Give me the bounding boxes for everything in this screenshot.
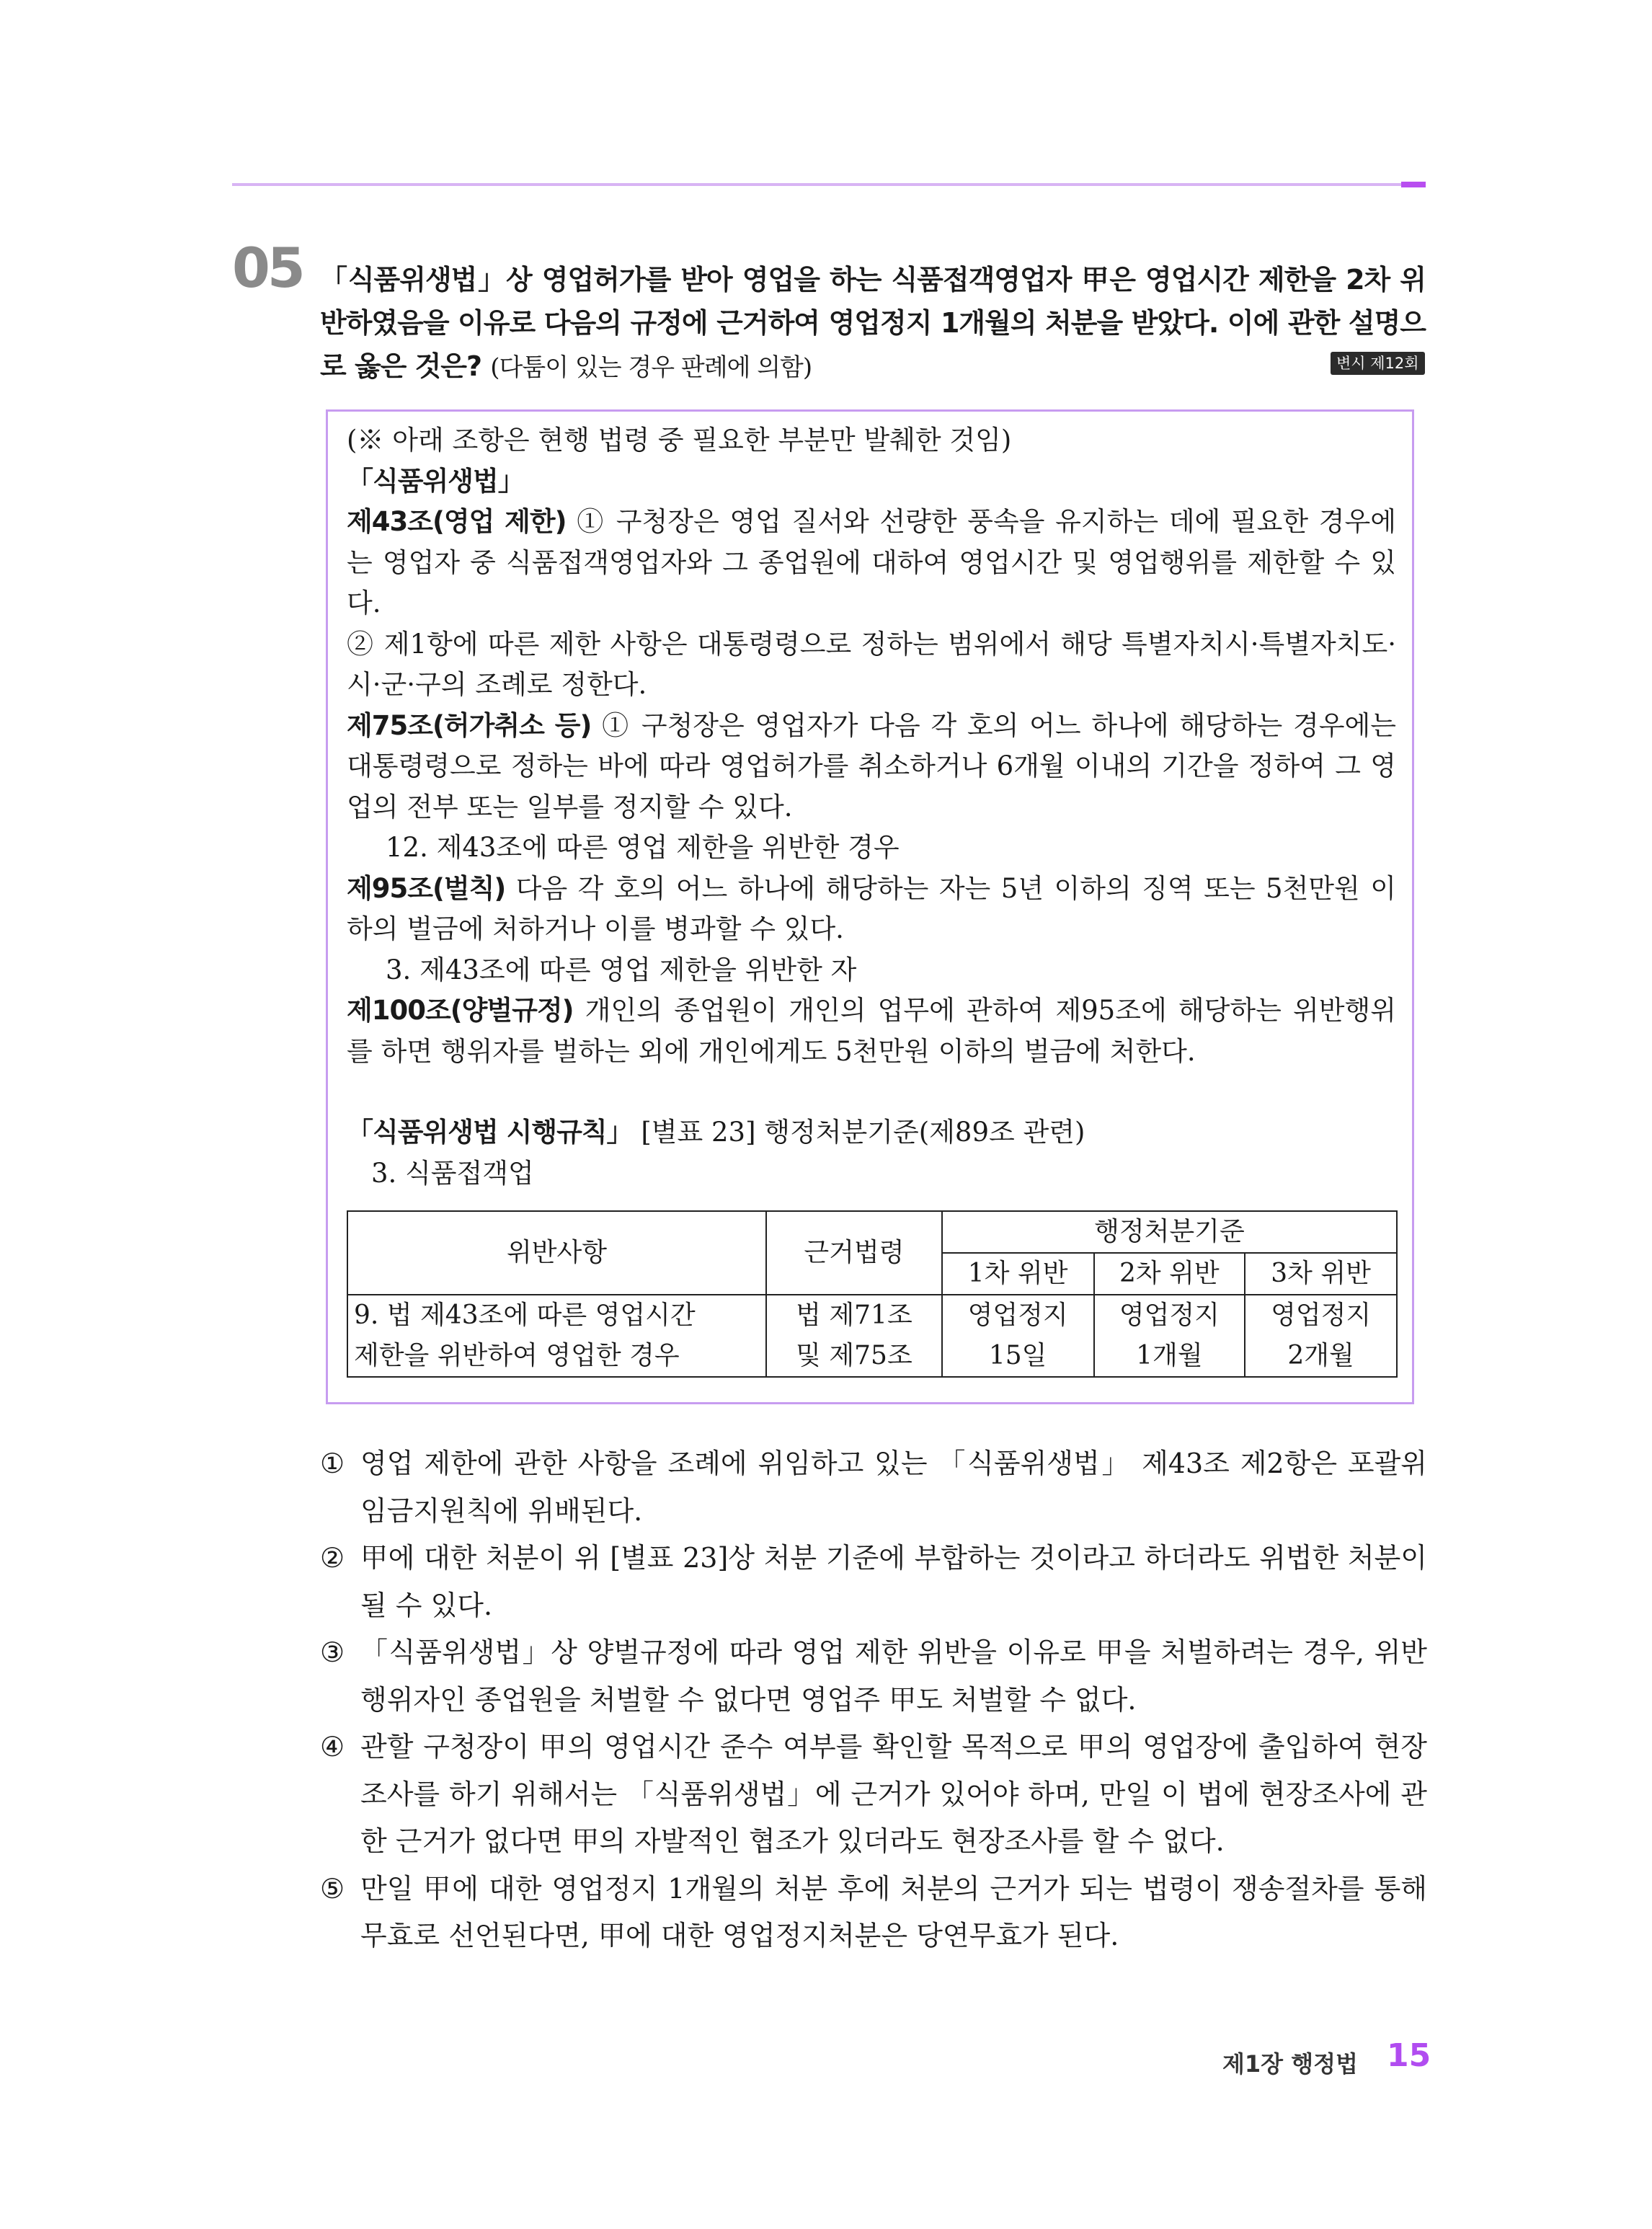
choice-1[interactable]	[320, 1440, 1427, 1535]
header-standard: 행정처분기준	[942, 1211, 1397, 1253]
article-75-item: 12. 제43조에 따른 영업 제한을 위반한 경우	[386, 832, 900, 863]
article-43-p2: ② 제1항에 따른 제한 사항은 대통령령으로 정하는 범위에서 해당 특별자치시·특별자치도·시·군·구의 조례로 정한다.	[347, 628, 1396, 700]
cell-third: 영업정지 2개월	[1245, 1295, 1397, 1377]
header-violation: 위반사항	[347, 1211, 766, 1295]
question-number: 05	[232, 236, 303, 300]
table-header-row	[347, 1211, 1397, 1253]
cell-first: 영업정지 15일	[942, 1295, 1094, 1377]
question-text: 「식품위생법」상 영업허가를 받아 영업을 하는 식품접객영업자 甲은 영업시간 제한을 2차 위반하였음을 이유로 다음의 규정에 근거하여 영업정지 1개월의 처분을 받았다. 이에 관한 설명으로 옳은 것은?	[320, 264, 1426, 382]
header-rule	[232, 183, 1421, 186]
law-title: 「식품위생법」	[347, 465, 524, 497]
exam-badge: 변시 제12회	[1331, 352, 1425, 375]
cell-basis: 법 제71조 및 제75조	[766, 1295, 942, 1377]
footer-chapter: 제1장 행정법	[1222, 2050, 1358, 2078]
article-75-title: 제75조(허가취소 등)	[347, 709, 592, 741]
article-95-item: 3. 제43조에 따른 영업 제한을 위반한 자	[386, 954, 857, 985]
choice-text: 만일 甲에 대한 영업정지 1개월의 처분 후에 처분의 근거가 되는 법령이 쟁송절차를 통해 무효로 선언된다면, 甲에 대한 영업정지처분은 당연무효가 된다.	[360, 1872, 1427, 1951]
choice-5[interactable]	[320, 1866, 1427, 1960]
choice-mark: ②	[320, 1542, 345, 1574]
choice-mark: ⑤	[320, 1872, 345, 1905]
choice-text: 관할 구청장이 甲의 영업시간 준수 여부를 확인할 목적으로 甲의 영업장에 출입하여 현장조사를 하기 위해서는 「식품위생법」에 근거가 있어야 하며, 만일 이 법에 현장조사에 관한 근거가 없다면 甲의 자발적인 협조가 있더라도 현장조사를 할 수 없다.	[360, 1731, 1427, 1857]
question-note: (다툼이 있는 경우 판례에 의함)	[490, 353, 812, 382]
choice-2[interactable]	[320, 1535, 1427, 1629]
statute-box	[326, 409, 1414, 1404]
cell-second: 영업정지 1개월	[1094, 1295, 1245, 1377]
question-stem	[320, 258, 1426, 389]
header-basis: 근거법령	[766, 1211, 942, 1295]
article-100-p1: 제100조(양벌규정) 개인의 종업원이 개인의 업무에 관하여 제95조에 해당하는 위반행위를 하면 행위자를 벌하는 외에 개인에게도 5천만원 이하의 벌금에 처한다.	[347, 995, 1396, 1067]
article-75-p1: 제75조(허가취소 등) ① 구청장은 영업자가 다음 각 호의 어느 하나에 해당하는 경우에는 대통령령으로 정하는 바에 따라 영업허가를 취소하거나 6개월 이내의 기간을 정하여 그 영업의 전부 또는 일부를 정지할 수 있다.	[347, 709, 1397, 823]
article-100-title: 제100조(양벌규정)	[347, 995, 574, 1026]
rule-title: 「식품위생법 시행규칙」	[347, 1117, 633, 1148]
choice-mark: ①	[320, 1448, 345, 1479]
disposition-table	[347, 1210, 1398, 1378]
header-first: 1차 위반	[942, 1253, 1094, 1295]
header-third: 3차 위반	[1245, 1253, 1397, 1295]
choice-4[interactable]	[320, 1724, 1427, 1866]
header-second: 2차 위반	[1094, 1253, 1245, 1295]
cell-violation: 9. 법 제43조에 따른 영업시간 제한을 위반하여 영업한 경우	[347, 1295, 766, 1377]
choice-text: 영업 제한에 관한 사항을 조례에 위임하고 있는 「식품위생법」 제43조 제2항은 포괄위임금지원칙에 위배된다.	[360, 1448, 1427, 1527]
rule-heading: 「식품위생법 시행규칙」 [별표 23] 행정처분기준(제89조 관련)	[347, 1117, 1085, 1148]
choice-text: 甲에 대한 처분이 위 [별표 23]상 처분 기준에 부합하는 것이라고 하더라도 위법한 처분이 될 수 있다.	[360, 1542, 1427, 1621]
article-43-title: 제43조(영업 제한)	[347, 506, 567, 537]
article-95-title: 제95조(벌칙)	[347, 872, 506, 904]
page-number: 15	[1387, 2037, 1431, 2074]
choice-text: 「식품위생법」상 양벌규정에 따라 영업 제한 위반을 이유로 甲을 처벌하려는 경우, 위반행위자인 종업원을 처벌할 수 없다면 영업주 甲도 처벌할 수 없다.	[360, 1636, 1427, 1716]
rule-sub: 3. 식품접객업	[371, 1157, 534, 1189]
choice-mark: ④	[320, 1731, 345, 1763]
statute-text	[347, 420, 1396, 1194]
box-intro: (※ 아래 조항은 현행 법령 중 필요한 부분만 발췌한 것임)	[347, 425, 1012, 456]
article-95-p1: 제95조(벌칙) 다음 각 호의 어느 하나에 해당하는 자는 5년 이하의 징역 또는 5천만원 이하의 벌금에 처하거나 이를 병과할 수 있다.	[347, 872, 1396, 944]
header-rule-accent	[1401, 182, 1426, 187]
answer-choices	[320, 1440, 1427, 1960]
choice-3[interactable]	[320, 1629, 1427, 1724]
table-row	[347, 1295, 1397, 1377]
choice-mark: ③	[320, 1636, 345, 1668]
article-43-p1: 제43조(영업 제한) ① 구청장은 영업 질서와 선량한 풍속을 유지하는 데에 필요한 경우에는 영업자 중 식품접객영업자와 그 종업원에 대하여 영업시간 및 영업행위를 제한할 수 있다.	[347, 506, 1396, 619]
